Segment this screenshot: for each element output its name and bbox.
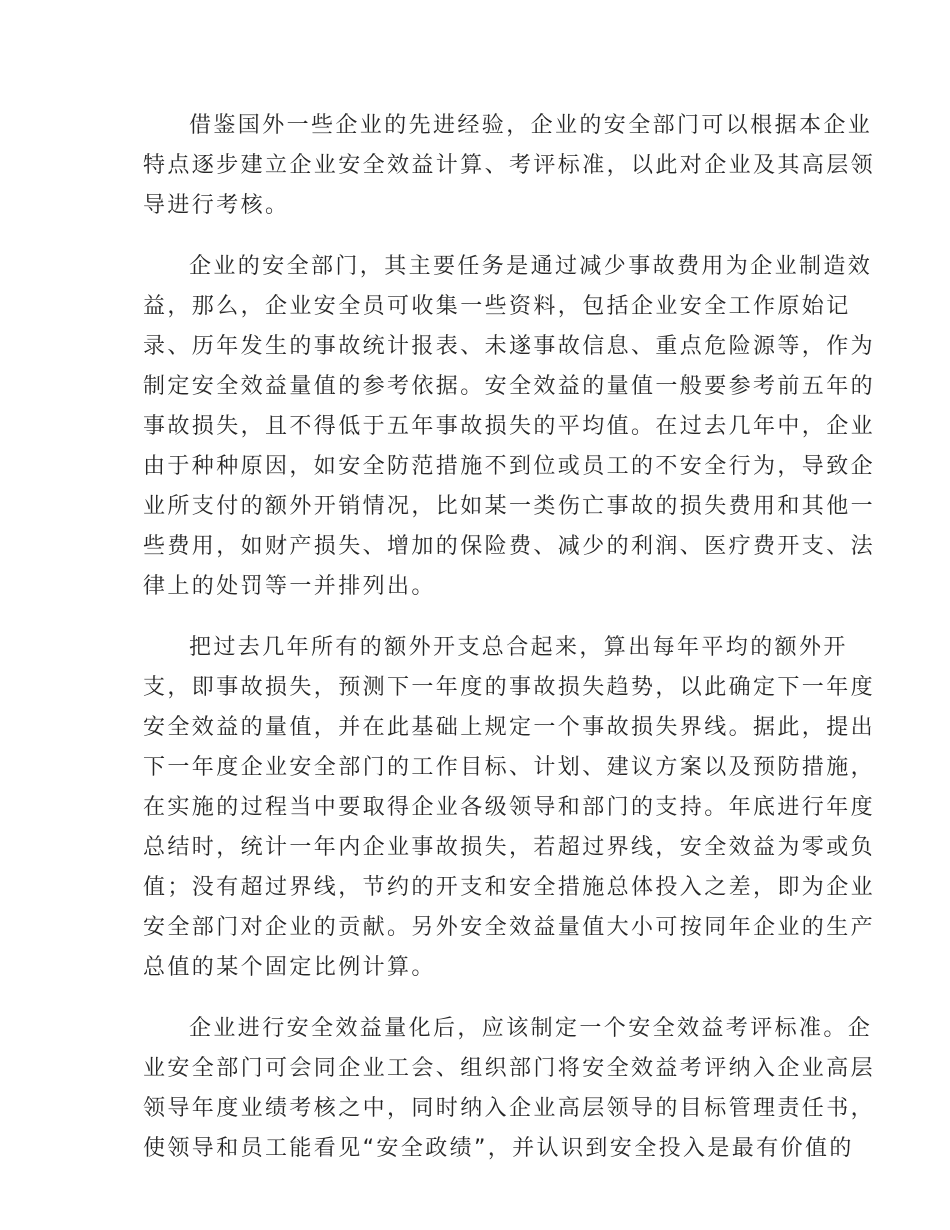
paragraph-line: 把过去几年所有的额外开支总合起来，算出每年平均的额外开: [189, 635, 848, 660]
paragraph-line: 使领导和员工能看见“安全政绩”，并认识到安全投入是最有价值的: [143, 1136, 854, 1161]
paragraph-4: [143, 1009, 876, 1169]
paragraph-line: 安全部门对企业的贡献。另外安全效益量值大小可按同年企业的生产: [143, 915, 876, 940]
paragraph-line: 由于种种原因，如安全防范措施不到位或员工的不安全行为，导致企: [143, 454, 876, 479]
paragraph-line: 借鉴国外一些企业的先进经验，企业的安全部门可以根据本企业: [189, 113, 873, 138]
paragraph-line: 领导年度业绩考核之中，同时纳入企业高层领导的目标管理责任书，: [143, 1096, 876, 1121]
paragraph-line: 特点逐步建立企业安全效益计算、考评标准，以此对企业及其高层领: [143, 153, 876, 178]
paragraph-line: 支，即事故损失，预测下一年度的事故损失趋势，以此确定下一年度: [143, 675, 876, 700]
paragraph-line: 总结时，统计一年内企业事故损失，若超过界线，安全效益为零或负: [143, 835, 876, 860]
paragraph-line: 益，那么，企业安全员可收集一些资料，包括企业安全工作原始记: [143, 294, 851, 319]
paragraph-line: 总值的某个固定比例计算。: [143, 955, 436, 980]
paragraph-line: 业安全部门可会同企业工会、组织部门将安全效益考评纳入企业高层: [143, 1056, 876, 1081]
paragraph-line: 业所支付的额外开销情况，比如某一类伤亡事故的损失费用和其他一: [143, 494, 876, 519]
paragraph-line: 下一年度企业安全部门的工作目标、计划、建议方案以及预防措施，: [143, 755, 876, 780]
paragraph-line: 制定安全效益量值的参考依据。安全效益的量值一般要参考前五年的: [143, 374, 876, 399]
paragraph-line: 在实施的过程当中要取得企业各级领导和部门的支持。年底进行年度: [143, 795, 876, 820]
paragraph-line: 企业的安全部门，其主要任务是通过减少事故费用为企业制造效: [189, 254, 873, 279]
paragraph-line: 导进行考核。: [143, 193, 290, 218]
paragraph-line: 事故损失，且不得低于五年事故损失的平均值。在过去几年中，企业: [143, 414, 876, 439]
paragraph-2: [143, 247, 876, 607]
paragraph-1: [143, 106, 876, 226]
paragraph-3: [143, 628, 876, 988]
paragraph-line: 值；没有超过界线，节约的开支和安全措施总体投入之差，即为企业: [143, 875, 876, 900]
document-body: [143, 106, 876, 1190]
paragraph-line: 企业进行安全效益量化后，应该制定一个安全效益考评标准。企: [189, 1016, 873, 1041]
paragraph-line: 些费用，如财产损失、增加的保险费、减少的利润、医疗费开支、法: [143, 534, 876, 559]
paragraph-line: 律上的处罚等一并排列出。: [143, 574, 436, 599]
paragraph-line: 录、历年发生的事故统计报表、未遂事故信息、重点危险源等，作为: [143, 334, 876, 359]
paragraph-line: 安全效益的量值，并在此基础上规定一个事故损失界线。据此，提出: [143, 715, 876, 740]
